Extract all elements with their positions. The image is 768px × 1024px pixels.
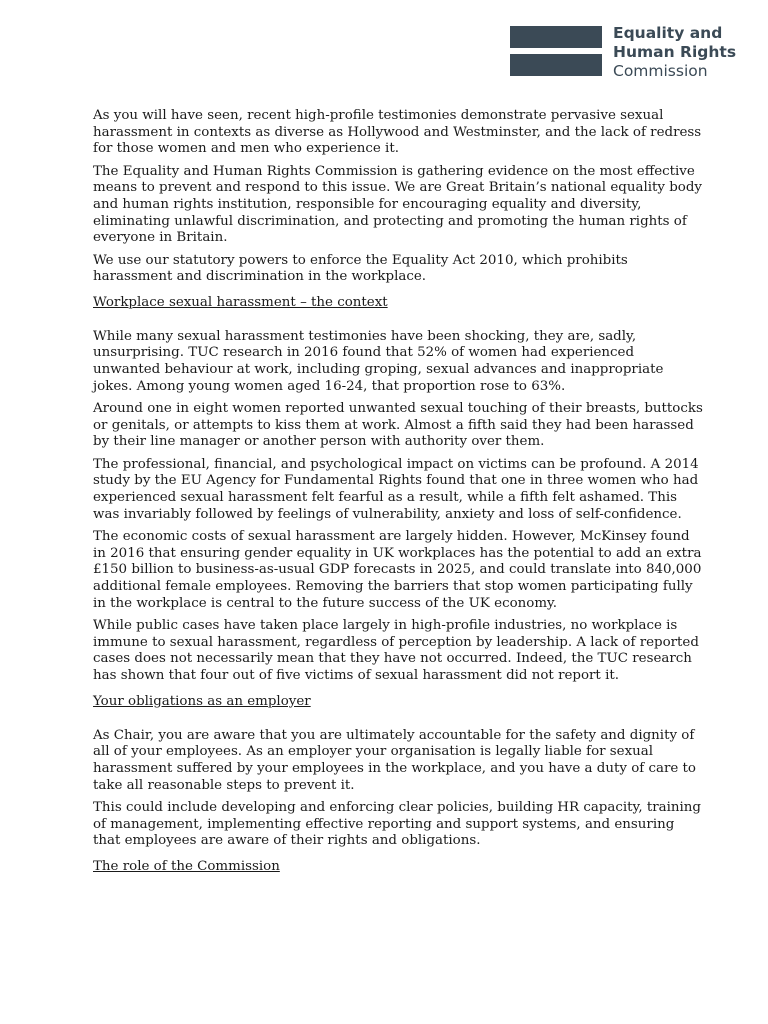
logo-line-1: Equality and (613, 24, 723, 42)
logo-bars-icon (510, 26, 602, 76)
paragraph-unwanted-touching: Around one in eight women reported unwanted sexual touching of their breasts, buttocks or genitals, or attempts to kiss them at work. Almost a fifth said they had been harassed by their line manager or another person with authority over them. (93, 401, 703, 450)
paragraph-commission: The Equality and Human Rights Commission is gathering evidence on the most effective means to prevent and respond to this issue. We are Great Britain’s national equality body and human rights institution, responsible for encouraging equality and diversity, eliminating unlawful discrimination, and protecting and promoting the human rights of everyone in Britain. (93, 163, 702, 246)
logo-wordmark (613, 24, 736, 81)
paragraph-public-cases: While public cases have taken place largely in high-profile industries, no workplace is immune to sexual harassment, regardless of perception by leadership. A lack of reported cases does not necessarily mean that they have not occurred. Indeed, the TUC research has shown that four out of five victims of sexual harassment did not report it. (93, 617, 699, 684)
paragraph-chair: As Chair, you are aware that you are ultimately accountable for the safety and dignity of all of your employees. As an employer your organisation is legally liable for sexual harassment suffered by your employees in the workplace, and you have a duty of care to take all reasonable steps to prevent it. (93, 727, 696, 793)
paragraph-tuc-research: While many sexual harassment testimonies have been shocking, they are, sadly, unsurprising. TUC research in 2016 found that 52% of women had experienced unwanted behaviour at work, including groping, sexual advances and inappropriate jokes. Among young women aged 16-24, that proportion rose to 63%. (93, 328, 664, 394)
heading-workplace-context: Workplace sexual harassment – the context (93, 295, 388, 311)
paragraph-intro: As you will have seen, recent high-profile testimonies demonstrate pervasive sexual harassment in contexts as diverse as Hollywood and Westminster, and the lack of redress for those women and men who experience it. (93, 108, 702, 157)
logo-bar-top (510, 26, 602, 48)
paragraph-statutory-powers: We use our statutory powers to enforce the Equality Act 2010, which prohibits harassment and discrimination in the workplace. (93, 252, 628, 285)
paragraph-economic-costs: The economic costs of sexual harassment are largely hidden. However, McKinsey found in 2016 that ensuring gender equality in UK workplaces has the potential to add an extra £150 billion to business-as-usual GDP forecasts in 2025, and could translate into 840,000 additional female employees. Removing the barriers that stop women participating fully in the workplace is central to the future success of the UK economy. (93, 528, 702, 611)
ehrc-logo (510, 24, 736, 81)
paragraph-policies: This could include developing and enforcing clear policies, building HR capacity, training of management, implementing effective reporting and support systems, and ensuring that employees are aware of their rights and obligations. (93, 799, 701, 849)
heading-obligations: Your obligations as an employer (93, 693, 311, 709)
logo-bar-bottom (510, 54, 602, 76)
paragraph-impact: The professional, financial, and psychological impact on victims can be profound. A 2014 study by the EU Agency for Fundamental Rights found that one in three women who had experienced sexual harassment felt fearful as a result, while a fifth felt ashamed. This was invariably followed by feelings of vulnerability, anxiety and loss of self-confidence. (93, 456, 699, 522)
logo-line-2: Human Rights (613, 43, 737, 61)
logo-line-3: Commission (613, 62, 708, 80)
heading-role-of-commission: The role of the Commission (93, 858, 280, 874)
letter-body (93, 108, 703, 893)
